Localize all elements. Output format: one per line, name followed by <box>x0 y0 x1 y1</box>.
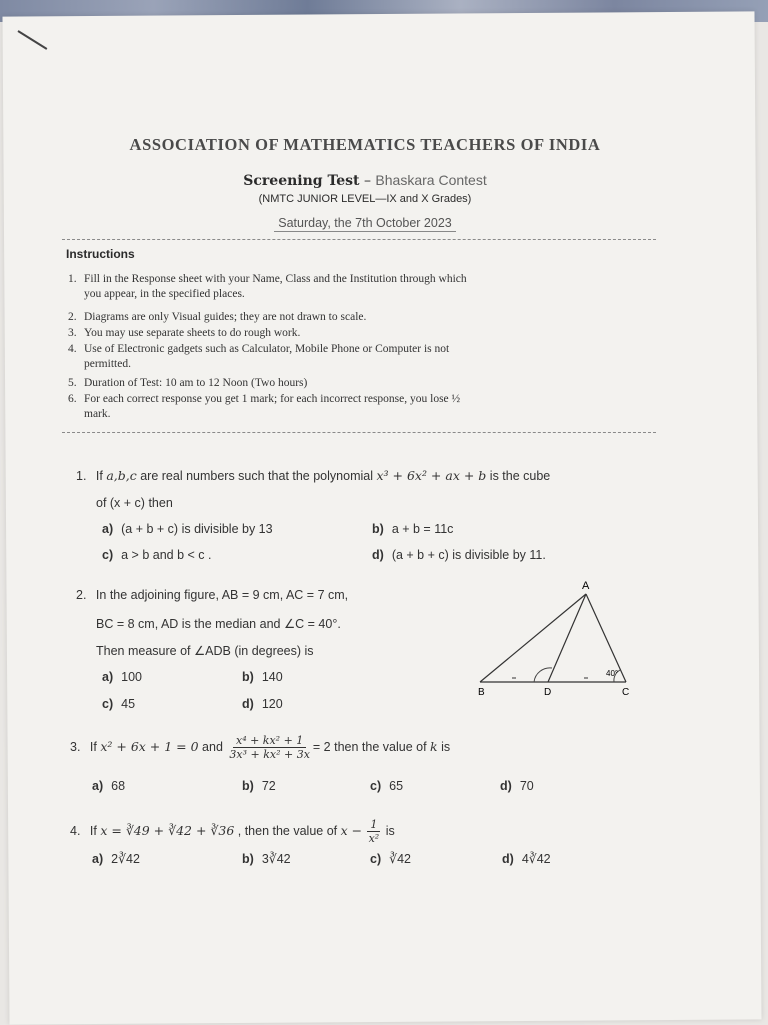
median-ad <box>548 594 586 682</box>
question-number: 2. <box>76 588 87 602</box>
option-key: c) <box>370 852 382 866</box>
title-separator: – <box>359 173 376 189</box>
label-d: D <box>544 687 552 698</box>
question-number: 3. <box>70 739 81 754</box>
q4-expression: x = ∛49 + ∛42 + ∛36 <box>100 822 235 838</box>
option-text: 140 <box>261 670 283 684</box>
q2-option-d <box>242 697 283 711</box>
option-text: (a + b + c) is divisible by 13 <box>121 522 273 536</box>
option-key: b) <box>242 779 254 793</box>
q1-post: is the cube <box>486 469 551 483</box>
q2-option-b <box>242 670 283 684</box>
instruction-number: 1. <box>68 273 77 285</box>
option-text: ∛42 <box>389 852 411 866</box>
q4-fraction-numerator: 1 <box>367 818 380 832</box>
instructions-heading: Instructions <box>66 247 135 261</box>
q4-mid: , then the value of <box>234 823 341 838</box>
option-text: 120 <box>261 697 283 711</box>
test-date: Saturday, the 7th October 2023 <box>274 216 456 232</box>
instruction-5 <box>68 376 648 391</box>
test-title <box>70 172 660 189</box>
q1-option-b <box>372 522 453 536</box>
q3-post: then the value of <box>330 739 431 754</box>
instruction-text: Fill in the Response sheet with your Name, Class and the Institution through which <box>84 273 467 285</box>
q2-option-a <box>102 670 142 684</box>
divider-top <box>62 239 656 240</box>
question-1-line2: of (x + c) then <box>96 496 173 510</box>
q4-option-d <box>502 851 551 866</box>
question-2-line1 <box>76 588 348 602</box>
option-key: c) <box>102 697 114 711</box>
instruction-text: Diagrams are only Visual guides; they are not drawn to scale. <box>84 311 367 323</box>
q2-option-c <box>102 697 135 711</box>
label-a: A <box>582 580 590 592</box>
instruction-number: 2. <box>68 311 77 323</box>
option-text: (a + b + c) is divisible by 11. <box>391 548 546 562</box>
option-key: d) <box>242 697 254 711</box>
option-key: c) <box>370 779 382 793</box>
instruction-text: You may use separate sheets to do rough work. <box>84 327 301 339</box>
q1-poly: x³ + 6x² + ax + b <box>376 468 487 483</box>
instruction-1 <box>68 272 648 302</box>
option-text: 70 <box>519 779 534 793</box>
question-1-line1 <box>76 468 550 483</box>
q1-mid: are real numbers such that the polynomial <box>136 469 377 483</box>
instruction-number: 3. <box>68 327 77 339</box>
q3-condition: x² + 6x + 1 = 0 <box>100 738 199 754</box>
instruction-cont: permitted. <box>84 358 131 370</box>
q1-option-c <box>102 548 211 562</box>
instruction-text: Use of Electronic gadgets such as Calculator, Mobile Phone or Computer is not <box>84 343 450 355</box>
option-text: 45 <box>121 697 136 711</box>
option-key: d) <box>500 779 512 793</box>
option-key: a) <box>92 779 104 793</box>
instruction-text: For each correct response you get 1 mark; for each incorrect response, you lose ½ <box>84 393 461 405</box>
question-number: 1. <box>76 469 87 483</box>
instruction-number: 6. <box>68 393 77 405</box>
contest-name: Bhaskara Contest <box>375 172 487 188</box>
question-2-line3: Then measure of ∠ADB (in degrees) is <box>96 644 314 658</box>
instruction-number: 5. <box>68 377 77 389</box>
q1-option-a <box>102 522 273 536</box>
q1-option-d <box>372 548 546 562</box>
option-key: a) <box>102 522 114 536</box>
label-c: C <box>622 687 630 698</box>
q3-option-d <box>500 779 534 793</box>
q3-option-b <box>242 779 276 793</box>
option-key: a) <box>92 852 104 866</box>
option-text: 65 <box>389 779 404 793</box>
option-text: 3∛42 <box>261 852 291 866</box>
grade-level: (NMTC JUNIOR LEVEL—IX and X Grades) <box>258 193 472 205</box>
q3-option-c <box>370 779 403 793</box>
q4-option-c <box>370 851 411 866</box>
option-text: 4∛42 <box>521 852 551 866</box>
instruction-number: 4. <box>68 343 77 355</box>
q2-text-1: In the adjoining figure, AB = 9 cm, AC = 7 cm, <box>95 588 349 602</box>
q3-tail: is <box>437 739 451 754</box>
instruction-cont: you appear, in the specified places. <box>84 288 245 300</box>
option-key: a) <box>102 670 114 684</box>
q3-fraction-numerator: x⁴ + kx² + 1 <box>233 734 306 748</box>
triangle-figure <box>470 578 640 698</box>
paper-sheet <box>2 11 761 1024</box>
option-key: d) <box>372 548 384 562</box>
option-key: b) <box>242 852 254 866</box>
q3-fraction-denominator: 3x³ + kx² + 3x <box>229 748 310 761</box>
q4-pre: If <box>89 823 101 838</box>
q3-and: and <box>198 739 227 754</box>
q4-option-b <box>242 851 291 866</box>
question-number: 4. <box>70 823 81 838</box>
option-key: b) <box>242 670 254 684</box>
q3-option-a <box>92 779 125 793</box>
option-text: a + b = 11c <box>391 522 454 536</box>
test-name: Screening Test <box>243 173 360 189</box>
q4-lhs: x − <box>340 822 363 838</box>
q3-pre: If <box>89 739 101 754</box>
option-text: 2∛42 <box>111 852 140 866</box>
q3-var: k <box>430 738 438 754</box>
option-text: 100 <box>121 670 142 684</box>
side-ab <box>480 594 586 682</box>
question-2-line2: BC = 8 cm, AD is the median and ∠C = 40°. <box>96 617 341 631</box>
q4-fraction-denominator: x² <box>368 832 380 845</box>
instruction-text: Duration of Test: 10 am to 12 Noon (Two hours) <box>84 377 308 389</box>
angle-label: 40° <box>606 669 619 678</box>
label-b: B <box>478 687 485 698</box>
test-date-box <box>70 216 660 230</box>
divider-bottom <box>62 432 656 433</box>
question-3-line1 <box>70 734 450 761</box>
option-key: c) <box>102 548 114 562</box>
q1-pre: If <box>95 469 107 483</box>
option-key: d) <box>502 852 514 866</box>
instruction-2 <box>68 310 648 325</box>
instruction-6 <box>68 392 648 422</box>
instruction-cont: mark. <box>84 408 111 420</box>
q4-option-a <box>92 851 140 866</box>
option-text: 68 <box>111 779 126 793</box>
organization-title: ASSOCIATION OF MATHEMATICS TEACHERS OF INDIA <box>129 135 601 154</box>
q4-tail: is <box>382 823 395 838</box>
q4-fraction <box>366 818 383 845</box>
option-key: b) <box>372 522 384 536</box>
q3-fraction <box>226 734 313 761</box>
question-4-line1 <box>70 818 395 845</box>
instruction-4 <box>68 342 648 372</box>
option-text: 72 <box>261 779 276 793</box>
instruction-3 <box>68 326 648 341</box>
option-text: a > b and b < c . <box>121 548 212 562</box>
q1-vars: a,b,c <box>106 468 137 483</box>
q3-equals: = 2 <box>312 739 331 754</box>
